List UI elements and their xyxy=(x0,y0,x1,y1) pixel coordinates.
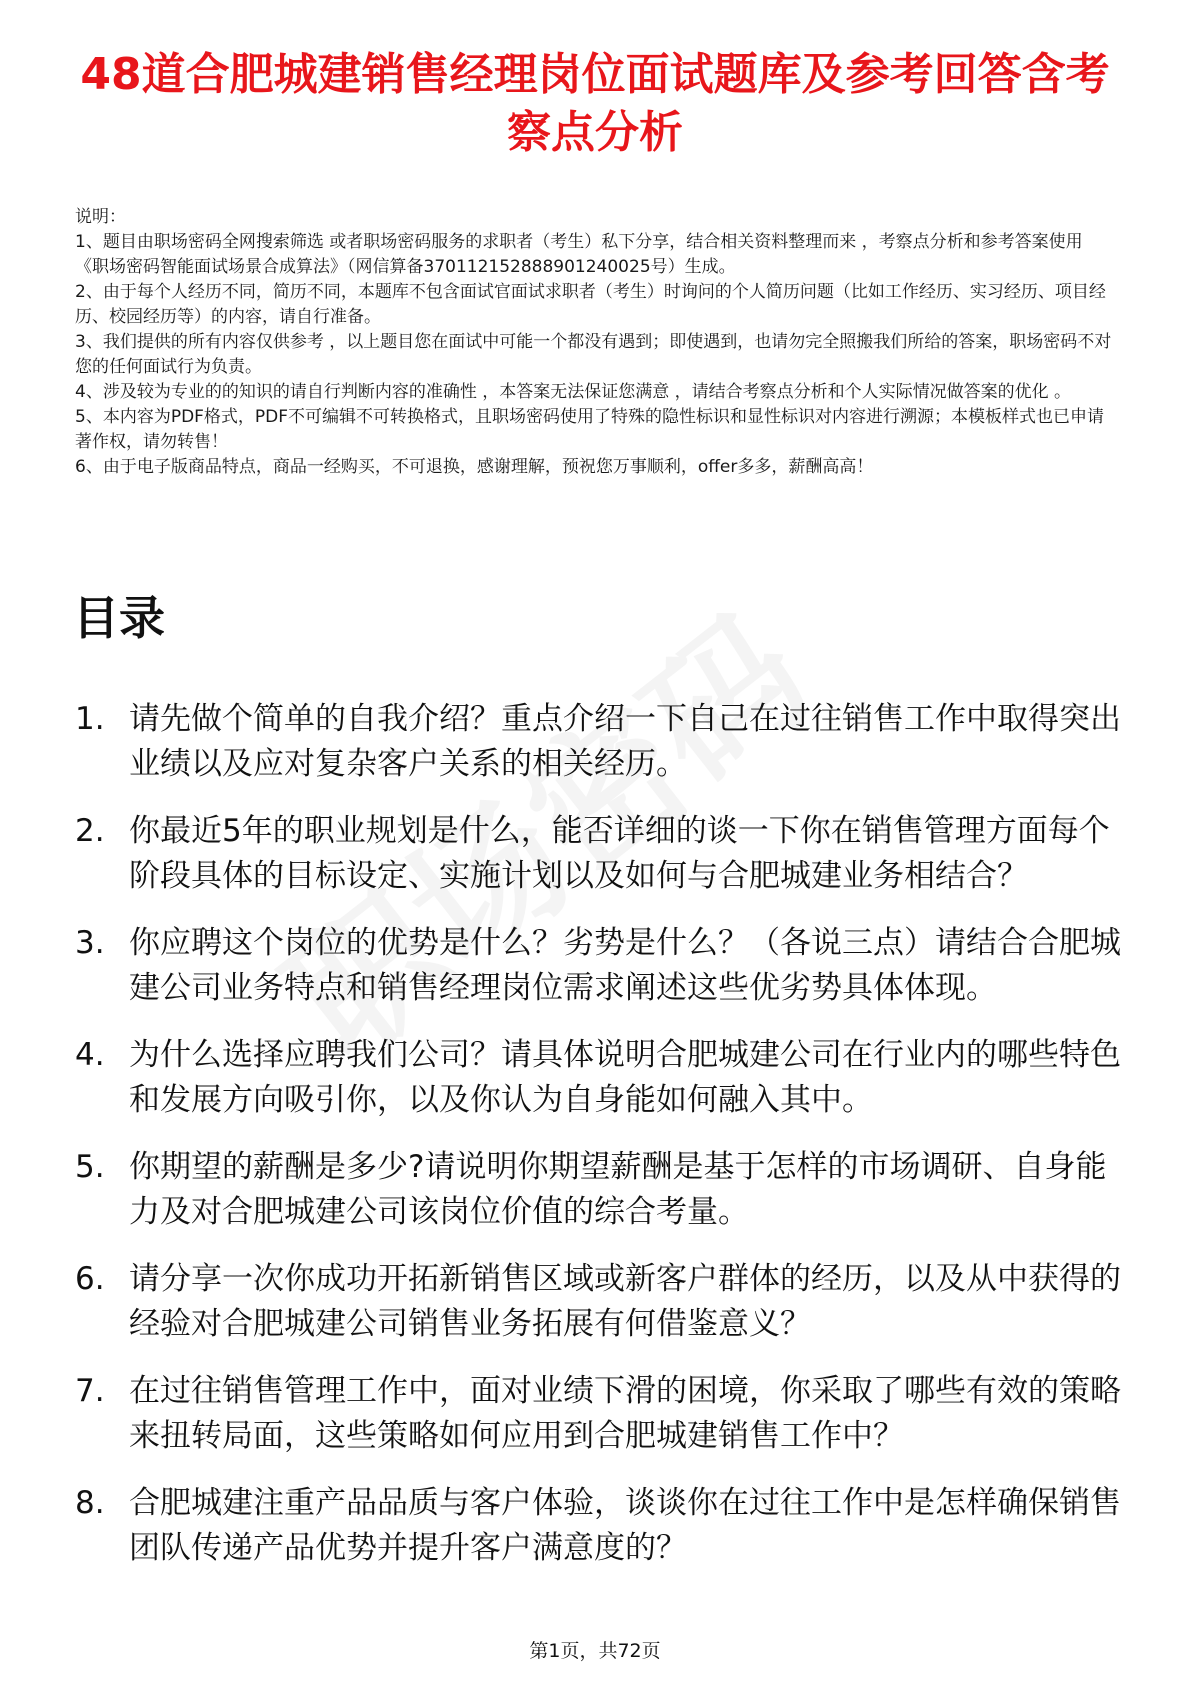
toc-item[interactable] xyxy=(75,809,1125,899)
toc-item-number: 2. xyxy=(75,813,105,849)
notes-heading: 说明： xyxy=(75,207,126,227)
toc-item-number: 5. xyxy=(75,1149,105,1185)
toc-item[interactable] xyxy=(75,697,1125,787)
note-item: 3、我们提供的所有内容仅供参考 ，以上题目您在面试中可能一个都没有遇到；即使遇到，也请勿完全照搬我们所给的答案，职场密码不对您的任何面试行为负责。 xyxy=(75,332,1112,377)
toc-list xyxy=(75,697,1125,1593)
toc-item-number: 4. xyxy=(75,1037,105,1073)
toc-item[interactable] xyxy=(75,1369,1125,1459)
page-footer: 第1页，共72页 xyxy=(529,1640,661,1662)
toc-item-number: 3. xyxy=(75,925,105,961)
toc-item[interactable] xyxy=(75,921,1125,1011)
notes-section xyxy=(75,205,1115,480)
toc-item-text: 你最近5年的职业规划是什么，能否详细的谈一下你在销售管理方面每个阶段具体的目标设定、实施计划以及如何与合肥城建业务相结合？ xyxy=(129,813,1110,894)
toc-item[interactable] xyxy=(75,1033,1125,1123)
document-title: 48道合肥城建销售经理岗位面试题库及参考回答含考察点分析 xyxy=(80,49,1110,158)
toc-item-text: 请先做个简单的自我介绍？重点介绍一下自己在过往销售工作中取得突出业绩以及应对复杂客户关系的相关经历。 xyxy=(129,701,1121,782)
toc-item-number: 6. xyxy=(75,1261,105,1297)
toc-heading: 目录 xyxy=(73,591,165,645)
toc-item-text: 请分享一次你成功开拓新销售区域或新客户群体的经历，以及从中获得的经验对合肥城建公司销售业务拓展有何借鉴意义？ xyxy=(129,1261,1121,1342)
toc-item-number: 8. xyxy=(75,1485,105,1521)
toc-item[interactable] xyxy=(75,1145,1125,1235)
note-item: 4、涉及较为专业的的知识的请自行判断内容的准确性 ，本答案无法保证您满意 ，请结合考察点分析和个人实际情况做答案的优化 。 xyxy=(75,382,1072,402)
toc-item-number: 7. xyxy=(75,1373,105,1409)
toc-item-text: 为什么选择应聘我们公司？请具体说明合肥城建公司在行业内的哪些特色和发展方向吸引你，以及你认为自身能如何融入其中。 xyxy=(129,1037,1121,1118)
toc-item-number: 1. xyxy=(75,701,105,737)
note-item: 6、由于电子版商品特点，商品一经购买，不可退换，感谢理解，预祝您万事顺利，offer多多，薪酬高高！ xyxy=(75,457,874,477)
note-item: 2、由于每个人经历不同，简历不同，本题库不包含面试官面试求职者（考生）时询问的个人简历问题（比如工作经历、实习经历、项目经历、校园经历等）的内容，请自行准备。 xyxy=(75,282,1106,327)
toc-item[interactable] xyxy=(75,1257,1125,1347)
toc-item-text: 你期望的薪酬是多少?请说明你期望薪酬是基于怎样的市场调研、自身能力及对合肥城建公司该岗位价值的综合考量。 xyxy=(129,1149,1107,1230)
toc-item[interactable] xyxy=(75,1481,1125,1571)
toc-item-text: 在过往销售管理工作中，面对业绩下滑的困境，你采取了哪些有效的策略来扭转局面，这些策略如何应用到合肥城建销售工作中？ xyxy=(129,1373,1121,1454)
note-item: 5、本内容为PDF格式，PDF不可编辑不可转换格式，且职场密码使用了特殊的隐性标识和显性标识对内容进行溯源；本模板样式也已申请著作权，请勿转售！ xyxy=(75,407,1105,452)
note-item: 1、题目由职场密码全网搜索筛选 或者职场密码服务的求职者（考生）私下分享，结合相关资料整理而来 ，考察点分析和参考答案使用《职场密码智能面试场景合成算法》（网信算备370112152888901240025号）生成。 xyxy=(75,232,1083,277)
toc-item-text: 你应聘这个岗位的优势是什么？劣势是什么？（各说三点）请结合合肥城建公司业务特点和销售经理岗位需求阐述这些优劣势具体体现。 xyxy=(129,925,1121,1006)
toc-item-text: 合肥城建注重产品品质与客户体验，谈谈你在过往工作中是怎样确保销售团队传递产品优势并提升客户满意度的？ xyxy=(129,1485,1121,1566)
